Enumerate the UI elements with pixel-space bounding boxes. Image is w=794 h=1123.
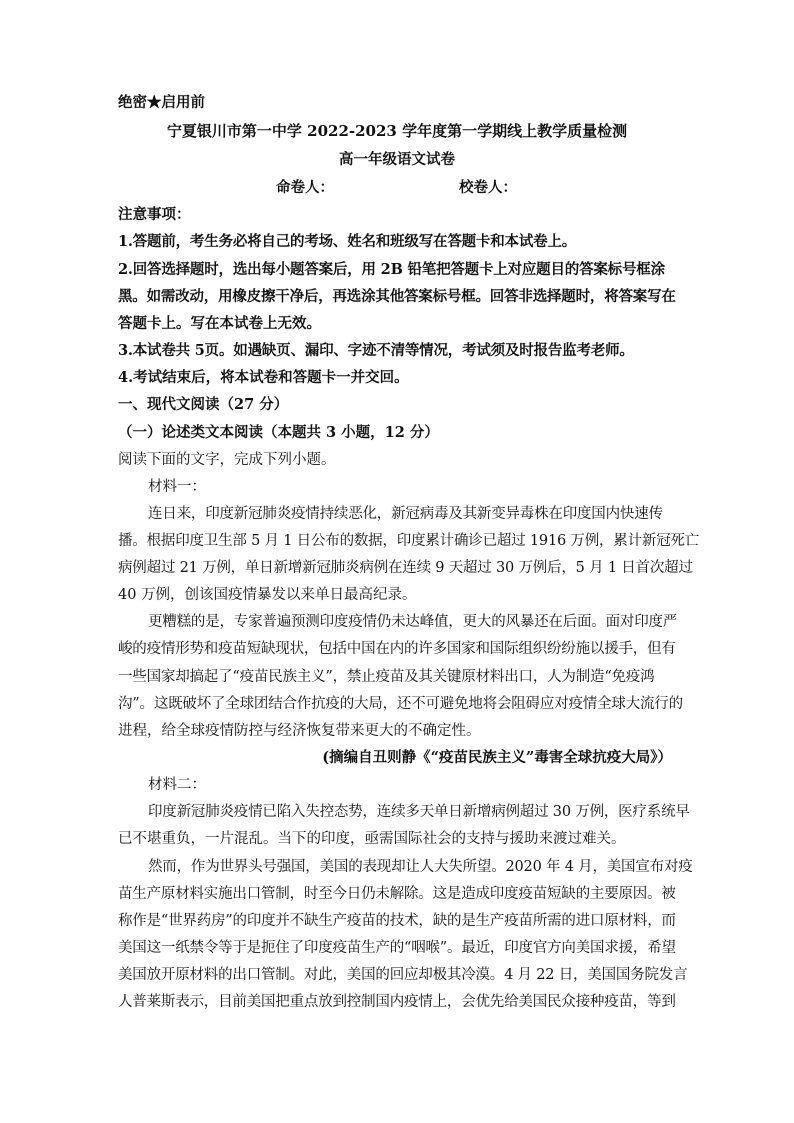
notice-item-2: 2.回答选择题时，选出每小题答案后，用 2B 铅笔把答题卡上对应题目的答案标号框涂 xyxy=(118,261,665,278)
material-one-source: (摘编自丑则静《“疫苗民族主义”毒害全球抗疫大局》） xyxy=(322,749,672,766)
material-one-line-1: 连日来，印度新冠肺炎疫情持续恶化，新冠病毒及其新变异毒株在印度国内快速传 xyxy=(148,506,663,522)
notice-item-1: 1.答题前，考生务必将自己的考场、姓名和班级写在答题卡和本试卷上。 xyxy=(118,233,577,250)
material-one-line-2: 播。根据印度卫生部 5 月 1 日公布的数据，印度累计确诊已超过 1916 万例，累计新冠死亡 xyxy=(118,533,700,549)
notice-item-2-end: 答题卡上。写在本试卷上无效。 xyxy=(118,315,321,332)
material-one-line-3: 病例超过 21 万例，单日新增新冠肺炎病例在连续 9 天超过 30 万例后，5 月 1 日首次超过 xyxy=(118,560,693,576)
material-two-line-5: 称作是“世界药房”的印度并不缺生产疫苗的技术，缺的是生产疫苗所需的进口原材料，而 xyxy=(118,913,676,929)
school-title: 宁夏银川市第一中学 2022-2023 学年度第一学期线上教学质量检测 xyxy=(166,122,628,140)
material-two-line-4: 苗生产原材料实施出口管制，时至今日仍未解除。这是造成印度疫苗短缺的主要原因。被 xyxy=(118,886,676,902)
material-two-line-1: 印度新冠肺炎疫情已陷入失控态势，连续多天单日新增病例超过 30 万例，医疗系统早 xyxy=(148,804,690,820)
confidential-label: 绝密★启用前 xyxy=(118,94,205,111)
material-one-line-5: 更糟糕的是，专家普遍预测印度疫情仍未达峰值，更大的风暴还在后面。面对印度严 xyxy=(148,614,678,630)
subsection-title: （一）论述类文本阅读（本题共 3 小题，12 分） xyxy=(118,424,439,441)
material-one-line-4: 40 万例，创该国疫情暴发以来单日最高纪录。 xyxy=(118,587,417,603)
material-one-line-8: 沟”。这既破坏了全球团结合作抗疫的大局，还不可避免地将会阻碍应对疫情全球大流行的 xyxy=(118,696,683,712)
notice-item-4: 4.考试结束后，将本试卷和答题卡一并交回。 xyxy=(118,369,409,386)
section-title: 一、现代文阅读（27 分） xyxy=(118,396,289,413)
notice-title: 注意事项： xyxy=(118,206,191,223)
exam-title: 高一年级语文试卷 xyxy=(339,151,455,168)
material-two-line-3: 然而，作为世界头号强国，美国的表现却让人大失所望。2020 年 4 月，美国宣布对疫 xyxy=(148,859,693,875)
material-one-label: 材料一： xyxy=(148,479,206,495)
notice-item-3: 3.本试卷共 5页。如遇缺页、漏印、字迹不清等情况，考试须及时报告监考老师。 xyxy=(118,342,634,359)
reading-instruction: 阅读下面的文字，完成下列小题。 xyxy=(118,452,336,468)
material-one-line-7: 一些国家却搞起了“疫苗民族主义”，禁止疫苗及其关键原材料出口，人为制造“免疫鸿 xyxy=(118,669,655,685)
reviewer-label: 校卷人： xyxy=(459,179,517,196)
material-two-line-6: 美国这一纸禁令等于是扼住了印度疫苗生产的“咽喉”。最近，印度官方向美国求援，希望 xyxy=(118,940,676,956)
material-two-label: 材料二： xyxy=(148,777,206,793)
material-two-line-8: 人普莱斯表示，目前美国把重点放到控制国内疫情上，会优先给美国民众接种疫苗，等到 xyxy=(118,994,676,1010)
material-one-line-9: 进程，给全球疫情防控与经济恢复带来更大的不确定性。 xyxy=(118,723,481,739)
material-one-line-6: 峻的疫情形势和疫苗短缺现状，包括中国在内的许多国家和国际组织纷纷施以援手，但有 xyxy=(118,641,676,657)
notice-item-2-continued: 黑。如需改动，用橡皮擦干净后，再选涂其他答案标号框。回答非选择题时，将答案写在 xyxy=(118,288,676,305)
material-two-line-2: 已不堪重负，一片混乱。当下的印度，亟需国际社会的支持与援助来渡过难关。 xyxy=(118,831,626,847)
material-two-line-7: 美国放开原材料的出口管制。对此，美国的回应却极其冷漠。4 月 22 日，美国国务院发言 xyxy=(118,967,688,983)
author-label: 命卷人： xyxy=(276,179,334,196)
